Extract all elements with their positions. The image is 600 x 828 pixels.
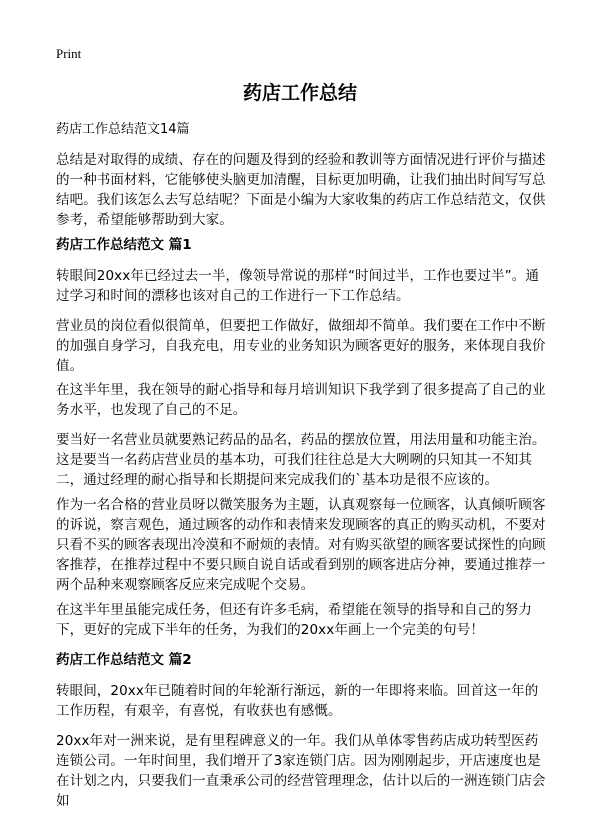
- section-heading-2: 药店工作总结范文 篇2: [56, 652, 192, 668]
- section-1-paragraph-4: 要当好一名营业员就要熟记药品的品名，药品的摆放位置，用法用量和功能主治。这是要当一名药店营业员的基本功，可我们往往总是大大咧咧的只知其一不知其二，通过经理的耐心指导和长期提问来完成我们的`基本功是很不应该的。: [56, 432, 546, 488]
- section-2-paragraph-1: 转眼间，20xx年已随着时间的年轮渐行渐远，新的一年即将来临。回首这一年的工作历程，有艰辛，有喜悦，有收获也有感慨。: [56, 683, 539, 719]
- intro-paragraph: 总结是对取得的成绩、存在的问题及得到的经验和教训等方面情况进行评价与描述的一种书面材料，它能够使头脑更加清醒，目标更加明确，让我们抽出时间写写总结吧。我们该怎么去写总结呢？下面是小编为大家收集的药店工作总结范文，仅供参考，希望能够帮助到大家。: [56, 152, 546, 228]
- page-title: 药店工作总结: [242, 82, 357, 104]
- section-heading-1: 药店工作总结范文 篇1: [56, 237, 192, 253]
- section-1-paragraph-5: 作为一名合格的营业员呀以微笑服务为主题，认真观察每一位顾客，认真倾听顾客的诉说，察言观色，通过顾客的动作和表情来发现顾客的真正的购买动机，不要对只看不买的顾客表现出冷漠和不耐烦的表情。对有购买欲望的顾客要试探性的向顾客推荐，在推荐过程中不要只顾自说自话或看到别的顾客进店分神，要通过推荐一两个品种来观察顾客反应来完成呢个交易。: [56, 497, 546, 593]
- print-link[interactable]: Print: [56, 46, 82, 61]
- document-subtitle: 药店工作总结范文14篇: [56, 122, 190, 137]
- section-1-paragraph-6: 在这半年里虽能完成任务，但还有许多毛病，希望能在领导的指导和自己的努力下，更好的完成下半年的任务，为我们的20xx年画上一个完美的句号！: [56, 602, 532, 638]
- section-1-paragraph-1: 转眼间20xx年已经过去一半，像领导常说的那样“时间过半，工作也要过半”。通过学习和时间的漂移也该对自己的工作进行一下工作总结。: [56, 268, 539, 304]
- section-1-paragraph-2: 营业员的岗位看似很简单，但要把工作做好，做细却不简单。我们要在工作中不断的加强自身学习，自我充电，用专业的业务知识为顾客更好的服务，来体现自我价值。: [56, 318, 546, 374]
- section-2-paragraph-2: 20xx年对一洲来说，是有里程碑意义的一年。我们从单体零售药店成功转型医药连锁公司。一年时间里，我们增开了3家连锁门店。因为刚刚起步，开店速度也是在计划之内，只要我们一直秉承公司的经营管理理念，估计以后的一洲连锁门店会如: [56, 733, 546, 809]
- section-1-paragraph-3: 在这半年里，我在领导的耐心指导和每月培训知识下我学到了很多提高了自己的业务水平，也发现了自己的不足。: [56, 382, 546, 418]
